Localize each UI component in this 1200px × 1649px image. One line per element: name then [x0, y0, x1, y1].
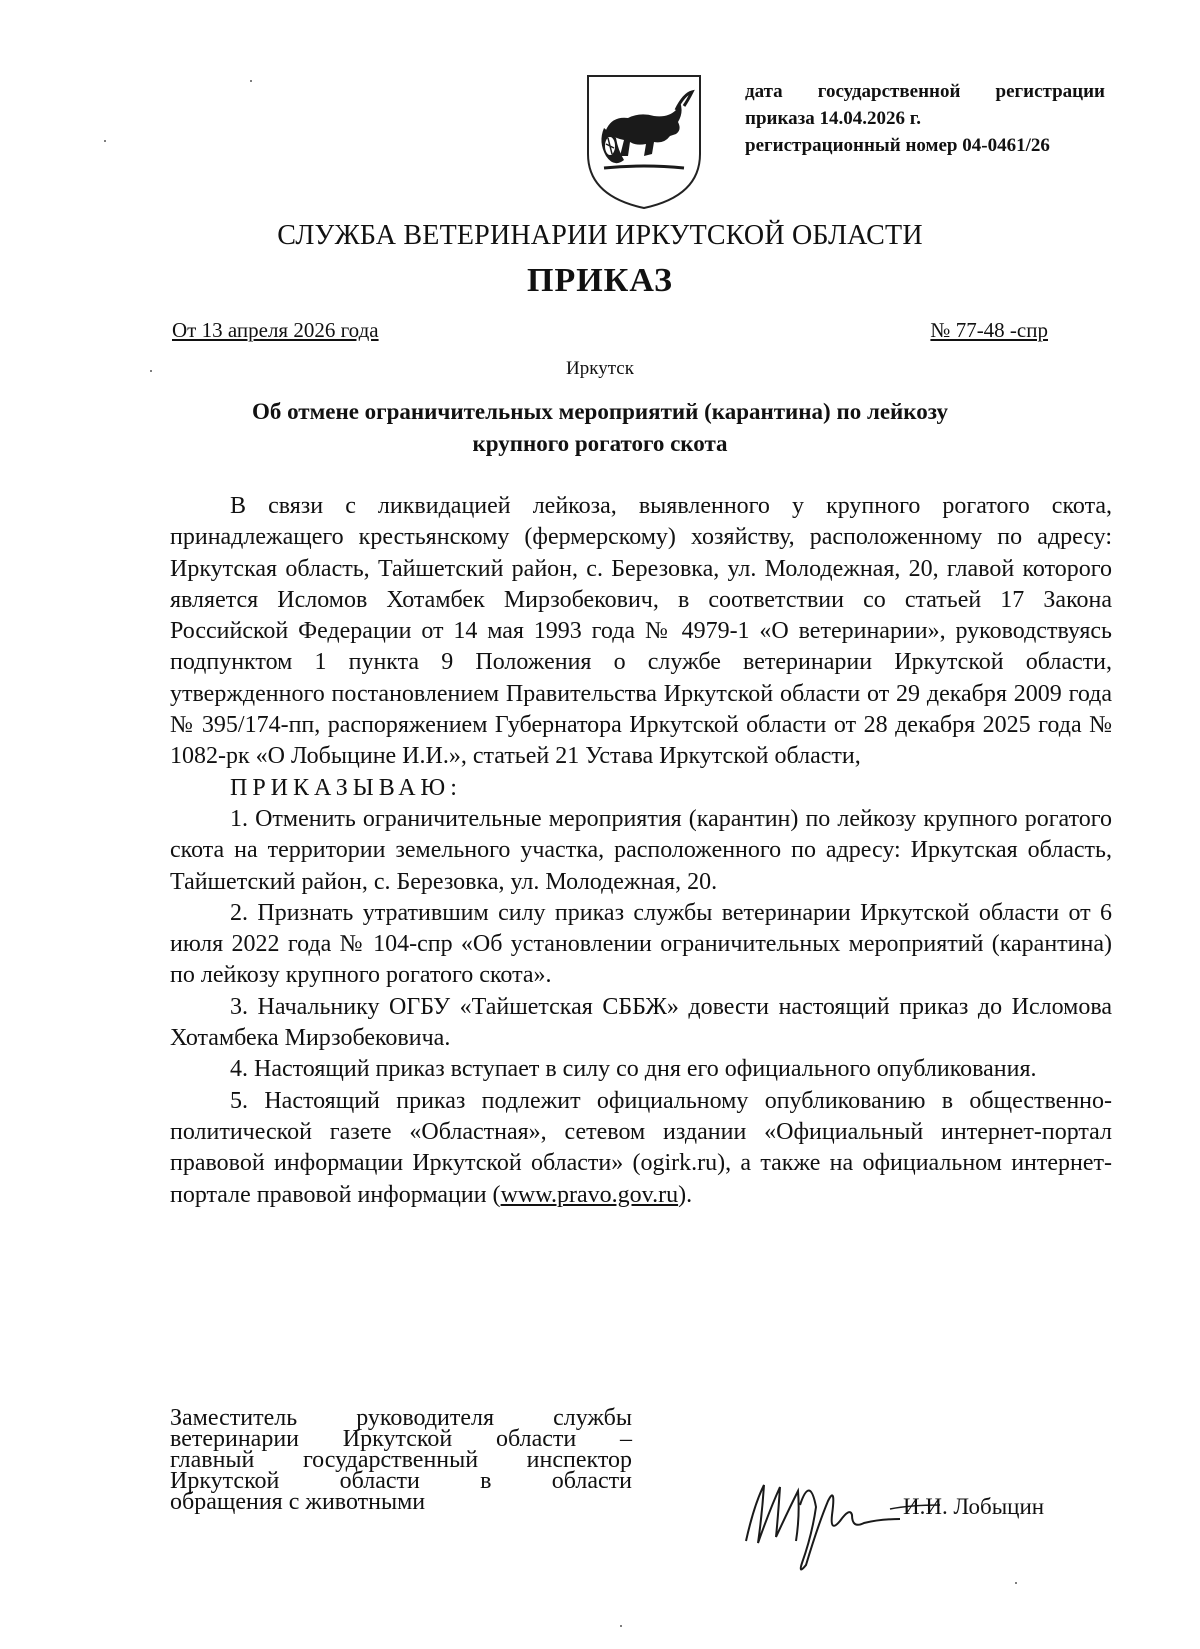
registration-date-label: дата государственной регистрации — [745, 81, 1105, 102]
order-item-1: 1. Отменить ограничительные мероприятия (карантин) по лейкозу крупного рогатого скота на территории земельного участка, расположенного по адресу: Иркутская область, Тайшетский район, с. Березовка, ул. Молодежная, 20. — [170, 805, 1112, 895]
order-item-4: 4. Настоящий приказ вступает в силу со дня его официального опубликования. — [230, 1056, 1037, 1083]
title-line-1: Об отмене ограничительных мероприятий (карантина) по лейкозу — [251, 399, 949, 424]
order-item-3: 3. Начальнику ОГБУ «Тайшетская СББЖ» довести настоящий приказ до Исломова Хотамбека Мирзобековича. — [170, 993, 1112, 1052]
signer-position-line-2: ветеринарии Иркутской области – — [170, 1426, 632, 1452]
scan-speck — [150, 370, 152, 372]
order-word: ПРИКАЗЫВАЮ: — [230, 774, 462, 801]
document-type: ПРИКАЗ — [527, 262, 673, 299]
pravo-gov-link[interactable]: www.pravo.gov.ru — [500, 1181, 679, 1208]
coat-of-arms-emblem — [584, 72, 704, 212]
order-item-5-text: 5. Настоящий приказ подлежит официальному опубликованию в общественно-политической газете «Областная», сетевом издании «Официальный интернет-портал правовой информации Иркутской области» (ogirk.ru), а также на официальном интернет-портале правовой информации ( — [170, 1087, 1112, 1208]
city-name: Иркутск — [566, 358, 634, 379]
registration-info — [745, 78, 1105, 159]
signer-name: И.И. Лобыцин — [903, 1494, 1045, 1519]
order-item-5-end: ). — [678, 1181, 693, 1208]
preamble-paragraph: В связи с ликвидацией лейкоза, выявленного у крупного рогатого скота, принадлежащего крестьянскому (фермерскому) хозяйству, расположенному по адресу: Иркутская область, Тайшетский район, с. Березовка, ул. Молодежная, 20, главой которого является Исломов Хотамбек Мирзобекович, в соответствии со статьей 17 Закона Российской Федерации от 14 мая 1993 года № 4979-1 «О ветеринарии», руководствуясь подпунктом 1 пункта 9 Положения о службе ветеринарии Иркутской области, утвержденного постановлением Правительства Иркутской области от 29 декабря 2009 года № 395/174-пп, распоряжением Губернатора Иркутской области от 28 декабря 2025 года № 1082-рк «О Лобыцине И.И.», статьей 21 Устава Иркутской области, — [170, 493, 1112, 770]
document-title — [180, 396, 1020, 460]
document-body — [170, 491, 1112, 1211]
signer-position-line-3: главный государственный инспектор — [170, 1447, 632, 1473]
scan-speck — [250, 80, 252, 82]
order-number: № 77-48 -спр — [930, 318, 1048, 342]
signer-position-line-4: Иркутской области в области — [170, 1468, 632, 1494]
scan-speck — [104, 140, 106, 142]
order-item-2: 2. Признать утратившим силу приказ службы ветеринарии Иркутской области от 6 июля 2022 года № 104-спр «Об установлении ограничительных мероприятий (карантина) по лейкозу крупного рогатого скота». — [170, 899, 1112, 989]
registration-date: приказа 14.04.2026 г. — [745, 108, 921, 129]
order-date: От 13 апреля 2026 года — [172, 318, 379, 342]
agency-name: СЛУЖБА ВЕТЕРИНАРИИ ИРКУТСКОЙ ОБЛАСТИ — [277, 220, 923, 251]
registration-number: регистрационный номер 04-0461/26 — [745, 135, 1050, 156]
scan-speck — [620, 1625, 622, 1627]
scan-speck — [1015, 1582, 1017, 1584]
signer-position-line-5: обращения с животными — [170, 1489, 426, 1515]
signer-position — [170, 1405, 632, 1515]
order-item-5 — [170, 1086, 1112, 1211]
signer-position-line-1: Заместитель руководителя службы — [170, 1405, 632, 1431]
title-line-2: крупного рогатого скота — [472, 431, 728, 456]
